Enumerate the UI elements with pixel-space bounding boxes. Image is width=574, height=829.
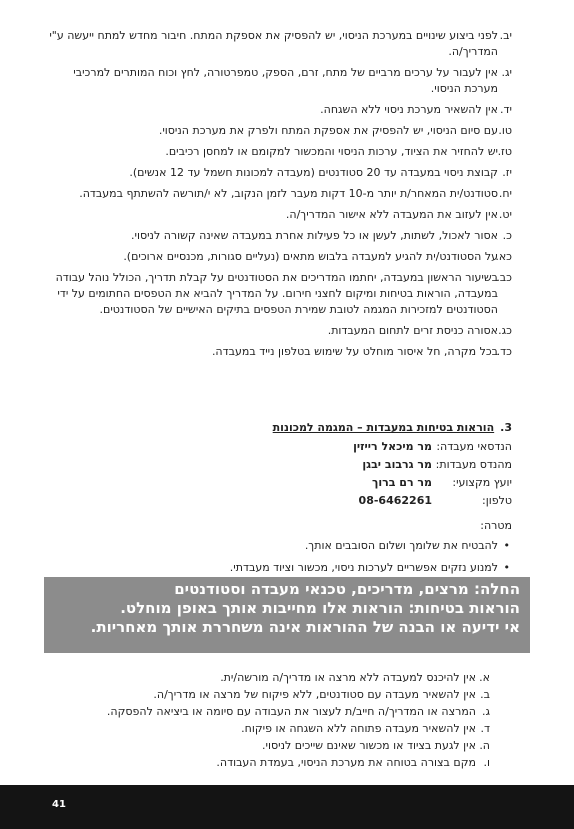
contact-row [72,456,512,474]
list-item [42,165,512,181]
item-text: לפני ביצוע שינויים במערכת הניסוי, יש להפסיק את אספקת המתח. חיבור מחדש למתח ייעשה ע"י המדריך/ה. [49,29,498,58]
item-number: יט. [498,208,512,221]
contact-label: מהנדס מעבדות: [435,458,512,471]
item-number: יז. [502,166,512,179]
section-heading [72,420,512,436]
item-number: יב. [499,29,512,42]
list-item [42,144,512,160]
machines-safety-section [72,420,512,582]
item-number: ה. [479,739,490,752]
banner-line: אי ידיעה או הבנה של ההוראות אינה משחררת אותך מאחריות. [90,618,520,636]
item-number: כ. [502,229,512,242]
list-item [70,687,490,703]
goals-list [72,538,512,576]
item-number: כד. [496,345,512,358]
contact-row [72,492,512,510]
item-number: יח. [498,187,512,200]
item-text: אין להשאיר מעבדה פתוחה ללא השגחה או פיקוח. [241,722,476,735]
list-item [42,207,512,223]
item-text: אין לעזוב את המעבדה ללא אישור המדריך/ה. [285,208,498,221]
contact-label: יועץ מקצועי: [452,476,512,489]
applicability-banner [44,577,530,653]
item-text: סטודנט/ית המאחר/ת יותר מ-10 דקות מעבר לזמן הנקוב, לא י/תורשה להשתתף במעבדה. [79,187,498,200]
contact-value: מר רם ברוך [372,476,432,489]
contact-label: הנדסאי מעבדה: [436,440,512,453]
list-item [42,249,512,265]
banner-line: הוראות בטיחות: הוראות אלו מחייבות אותך באופן מוחלט. [120,599,520,617]
list-item [70,721,490,737]
item-text: המרצה או המדריך/ה חייב/ת לעצור את העבודה עם סיומה או ביציאה להפסקה. [106,705,476,718]
section-number: 3. [500,421,512,434]
item-number: ו. [483,756,490,769]
item-number: יג. [501,66,512,79]
list-item [42,344,512,360]
list-item [42,323,512,339]
rules-list [42,28,512,365]
item-text: אין לגעת בציוד או מכשור שאינם שייכים לניסוי. [262,739,476,752]
goal-item: • למנוע נזקים אפשריים לערכות ניסוי, מכשור וציוד מעבדתי. [72,560,512,576]
item-number: כב. [496,271,512,284]
list-item [42,228,512,244]
item-text: אין להיכנס למעבדה ללא מרצה או מדריך/ה מורשה/ית. [220,671,476,684]
item-text: בכל מקרה, חל איסור מוחלט על שימוש בטלפון נייד במעבדה. [211,345,498,358]
list-item [70,670,490,686]
contact-row [72,474,512,492]
list-item [42,102,512,118]
item-text: קבוצת ניסוי במעבדה עד 20 סטודנטים (מעבדה למכונות חשמל עד 12 אנשים). [129,166,498,179]
list-item [42,186,512,202]
item-text: בשיעור הראשון במעבדה, יחתמו המדריכים את הסטודנטים על קבלת תדריך, הכולל נוהל עבודה במעבדה, הוראות בטיחות ומיקום לחצני חירום. על המדריך להביא את הטפסים החתומים על ידי הסטודנטים למזכירות המגמה לטובת שמירת הטפסים בתיקים האישיים של הסטודנטים. [55,271,498,316]
item-number: כא. [495,250,512,263]
item-number: ד. [480,722,490,735]
list-item [70,738,490,754]
page-footer [0,785,574,829]
item-text: עם סיום הניסוי, יש להפסיק את אספקת המתח ולפרק את מערכת הניסוי. [158,124,498,137]
item-number: א. [479,671,490,684]
item-text: יש להחזיר את הציוד, ערכות הניסוי והמכשור למקומם או למחסן רכיבים. [165,145,498,158]
list-item [42,65,512,97]
item-number: כג. [498,324,512,337]
item-text: אין להשאיר מערכת ניסוי ללא השגחה. [320,103,498,116]
contact-value: מר מיכאל רייזין [353,440,432,453]
list-item [42,28,512,60]
item-text: אין לעבור על ערכים מרביים של מתח, זרם, הספק, טמפרטורה, לחץ וכוח המותרים למרכיבי מערכת הניסוי. [73,66,498,95]
phone-number: 08-6462261 [358,494,432,507]
contact-label: טלפון: [482,494,512,507]
goal-label: מטרה: [480,519,512,532]
item-number: ג. [481,705,490,718]
list-item [42,123,512,139]
list-item [70,755,490,771]
page-number: 41 [52,799,66,810]
list-item [42,270,512,318]
item-number: טז. [497,145,512,158]
banner-line: החלה: מרצים, מדריכים, טכנאי מעבדה וסטודנטים [174,580,520,598]
contact-value: מר גרבוב יבגן [362,458,432,471]
list-item [70,704,490,720]
item-text: מקם בצורה בטוחה את מערכת הניסוי, בעמדת העבודה. [216,756,476,769]
item-number: ב. [480,688,490,701]
item-number: טו. [498,124,512,137]
lab-rules-list [70,670,490,772]
item-text: אסורה כניסת זרים לתחום המעבדות. [327,324,498,337]
item-number: יד. [500,103,512,116]
section-title: הוראות בטיחות במעבדות – המגמה למכונות [272,421,495,434]
contact-row [72,438,512,456]
item-text: אסור לאכול, לשתות, לעשן או כל פעילות אחרת במעבדה שאינה קשורה לניסוי. [130,229,498,242]
item-text: אין להשאיר מעבדה עם סטודנטים, ללא פיקוח של מרצה או מדריך/ה. [153,688,476,701]
contacts-table [72,438,512,510]
item-text: על הסטודנט/ית להגיע למעבדה בלבוש מתאים (נעליים סגורות, מכנסיים ארוכים). [123,250,498,263]
goal-item: • להבטיח את שלומך ושלום הסובבים אותך. [72,538,512,554]
